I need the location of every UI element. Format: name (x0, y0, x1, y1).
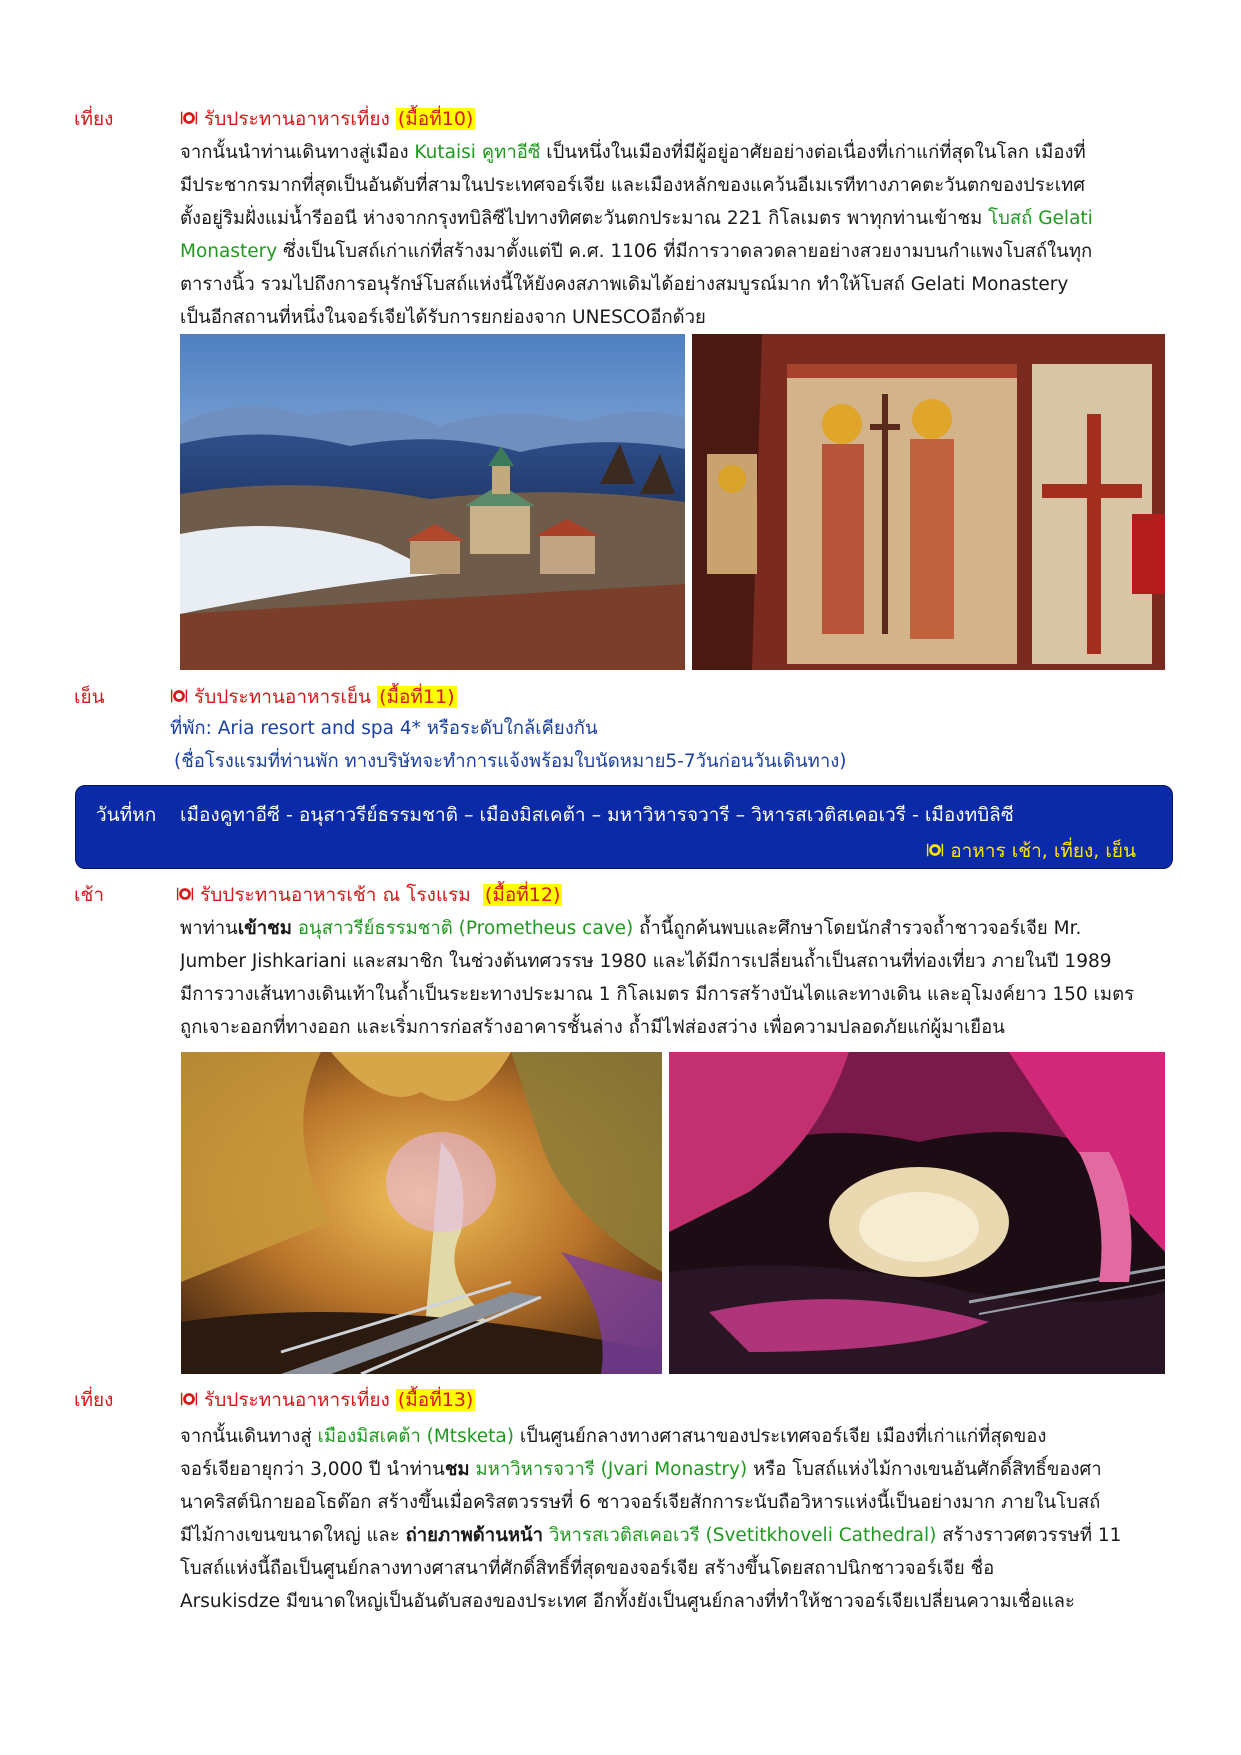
text-line: จากนั้นเดินทางสู่ เมืองมิสเคต้า (Mtsketa) เป็นศูนย์กลางทางศาสนาของประเทศจอร์เจีย เมืองที่เก่าแก่ที่สุดของ (180, 1426, 1047, 1447)
photo-gelati-landscape (180, 334, 685, 670)
place-prometheus-cave: อนุสาวรีย์ธรรมชาติ (Prometheus cave) (297, 918, 634, 939)
meal-number-badge: (มื้อที่13) (397, 1389, 474, 1411)
text-line: มีไม้กางเขนขนาดใหญ่ และ ถ่ายภาพด้านหน้า วิหารสเวติสเคอเวรี (Svetitkhoveli Cathedral) สร้างราวศตวรรษที่ 11 (180, 1525, 1122, 1546)
time-label-dinner: เย็น (74, 686, 105, 708)
text-line: พาท่านเข้าชม อนุสาวรีย์ธรรมชาติ (Prometheus cave) ถ้ำนี้ถูกค้นพบและศึกษาโดยนักสำรวจถ้ำชาวจอร์เจีย Mr. (180, 918, 1082, 939)
text-line: Jumber Jishkariani และสมาชิก ในช่วงต้นทศวรรษ 1980 และได้มีการเปลี่ยนถ้ำเป็นสถานที่ท่องเที่ยว ภายในปี 1989 (180, 951, 1112, 972)
meal-text: รับประทานอาหารเที่ยง (204, 108, 390, 130)
plate-cutlery-icon (170, 687, 188, 705)
text-line: Monastery ซึ่งเป็นโบสถ์เก่าแก่ที่สร้างมาตั้งแต่ปี ค.ศ. 1106 ที่มีการวาดลวดลายอย่างสวยงามบนกำแพงโบสถ์ในทุก (180, 241, 1093, 262)
meal-number-badge: (มื้อที่10) (397, 108, 474, 130)
time-label-breakfast: เช้า (74, 884, 105, 906)
text-line: ถูกเจาะออกที่ทางออก และเริ่มการก่อสร้างอาคารชั้นล่าง ถ้ำมีไฟส่องสว่าง เพื่อความปลอดภัยแก่ผู้มาเยือน (180, 1017, 1005, 1038)
meal-number-badge: (มื้อที่12) (484, 884, 561, 906)
text-line: มีประชากรมากที่สุดเป็นอันดับที่สามในประเทศจอร์เจีย และเมืองหลักของแคว้นอีเมเรทีทางภาคตะวันตกของประเทศ (180, 175, 1086, 196)
plate-cutlery-icon (180, 1390, 198, 1408)
text-line: ตารางนิ้ว รวมไปถึงการอนุรักษ์โบสถ์แห่งนี้ให้ยังคงสภาพเดิมได้อย่างสมบูรณ์มาก ทำให้โบสถ์ Gelati Monastery (180, 274, 1069, 295)
time-label-lunch-1: เที่ยง (74, 108, 114, 130)
day-label: วันที่หก (96, 804, 157, 826)
hotel-note: (ชื่อโรงแรมที่ท่านพัก ทางบริษัทจะทำการแจ้งพร้อมใบนัดหมาย5-7วันก่อนวันเดินทาง) (174, 751, 847, 772)
meal-line-lunch-2 (180, 1385, 475, 1415)
paragraph-prometheus-cave (180, 912, 1170, 1044)
meal-number-badge: (มื้อที่11) (379, 686, 455, 708)
photo-cave-walkway (181, 1052, 662, 1374)
place-kutaisi: Kutaisi คูทาอีซี (414, 142, 541, 163)
plate-cutlery-icon (176, 885, 194, 903)
time-label-lunch-2: เที่ยง (74, 1389, 114, 1411)
place-gelati-cont: Monastery (180, 241, 278, 262)
text-line: จากนั้นนำท่านเดินทางสู่เมือง Kutaisi คูทาอีซี เป็นหนึ่งในเมืองที่มีผู้อยู่อาศัยอย่างต่อเนื่องที่เก่าแก่ที่สุดในโลก เมืองที่ (180, 142, 1086, 163)
text-line: ตั้งอยู่ริมฝั่งแม่น้ำรีออนี ห่างจากกรุงทบิลิซีไปทางทิศตะวันตกประมาณ 221 กิโลเมตร พาทุกท่านเข้าชม โบสถ์ Gelati (180, 208, 1093, 229)
plate-cutlery-icon (180, 109, 198, 127)
place-jvari: มหาวิหารจวารี (Jvari Monastry) (475, 1459, 748, 1480)
text-line: โบสถ์แห่งนี้ถือเป็นศูนย์กลางทางศาสนาที่ศักดิ์สิทธิ์ที่สุดของจอร์เจีย สร้างขึ้นโดยสถาปนิกชาวจอร์เจีย ชื่อ (180, 1558, 995, 1579)
paragraph-mtskheta (180, 1420, 1170, 1618)
place-mtskheta: เมืองมิสเคต้า (Mtsketa) (317, 1426, 514, 1447)
place-gelati: โบสถ์ Gelati (988, 208, 1093, 229)
day-meals: อาหาร เช้า, เที่ยง, เย็น (926, 836, 1136, 866)
paragraph-kutaisi (180, 136, 1170, 334)
text-line: จอร์เจียอายุกว่า 3,000 ปี นำท่านชม มหาวิหารจวารี (Jvari Monastry) หรือ โบสถ์แห่งไม้กางเขนอันศักดิ์สิทธิ์ของศา (180, 1459, 1102, 1480)
photo-cave-river (669, 1052, 1165, 1374)
plate-cutlery-icon (926, 841, 944, 859)
text-line: Arsukisdze มีขนาดใหญ่เป็นอันดับสองของประเทศ อีกทั้งยังเป็นศูนย์กลางที่ทำให้ชาวจอร์เจียเปลี่ยนความเชื่อและ (180, 1591, 1075, 1612)
photo-gelati-fresco (692, 334, 1165, 670)
meal-text: รับประทานอาหารเย็น (194, 686, 372, 708)
meal-text: รับประทานอาหารเช้า ณ โรงแรม (200, 884, 471, 906)
meal-line-dinner (170, 682, 457, 712)
meal-text: รับประทานอาหารเที่ยง (204, 1389, 390, 1411)
day-route: เมืองคูทาอีซี - อนุสาวรีย์ธรรมชาติ – เมืองมิสเคต้า – มหาวิหารจวารี – วิหารสเวติสเคอเวรี - เมืองทบิลิซี (180, 804, 1014, 826)
meal-line-lunch-1 (180, 104, 475, 134)
text-line: มีการวางเส้นทางเดินเท้าในถ้ำเป็นระยะทางประมาณ 1 กิโลเมตร มีการสร้างบันไดและทางเดิน และอุโมงค์ยาว 150 เมตร (180, 984, 1135, 1005)
hotel-info: ที่พัก: Aria resort and spa 4* หรือระดับใกล้เคียงกัน (170, 718, 598, 739)
day-banner (75, 785, 1173, 869)
text-line: เป็นอีกสถานที่หนึ่งในจอร์เจียได้รับการยกย่องจาก UNESCOอีกด้วย (180, 307, 706, 328)
meal-line-breakfast (176, 880, 562, 910)
text-line: นาคริสต์นิกายออโธด๊อก สร้างขึ้นเมื่อคริสตวรรษที่ 6 ชาวจอร์เจียสักการะนับถือวิหารแห่งนี้เป็นอย่างมาก ภายในโบสถ์ (180, 1492, 1101, 1513)
place-svetitskhoveli: วิหารสเวติสเคอเวรี (Svetitkhoveli Cathedral) (548, 1525, 937, 1546)
